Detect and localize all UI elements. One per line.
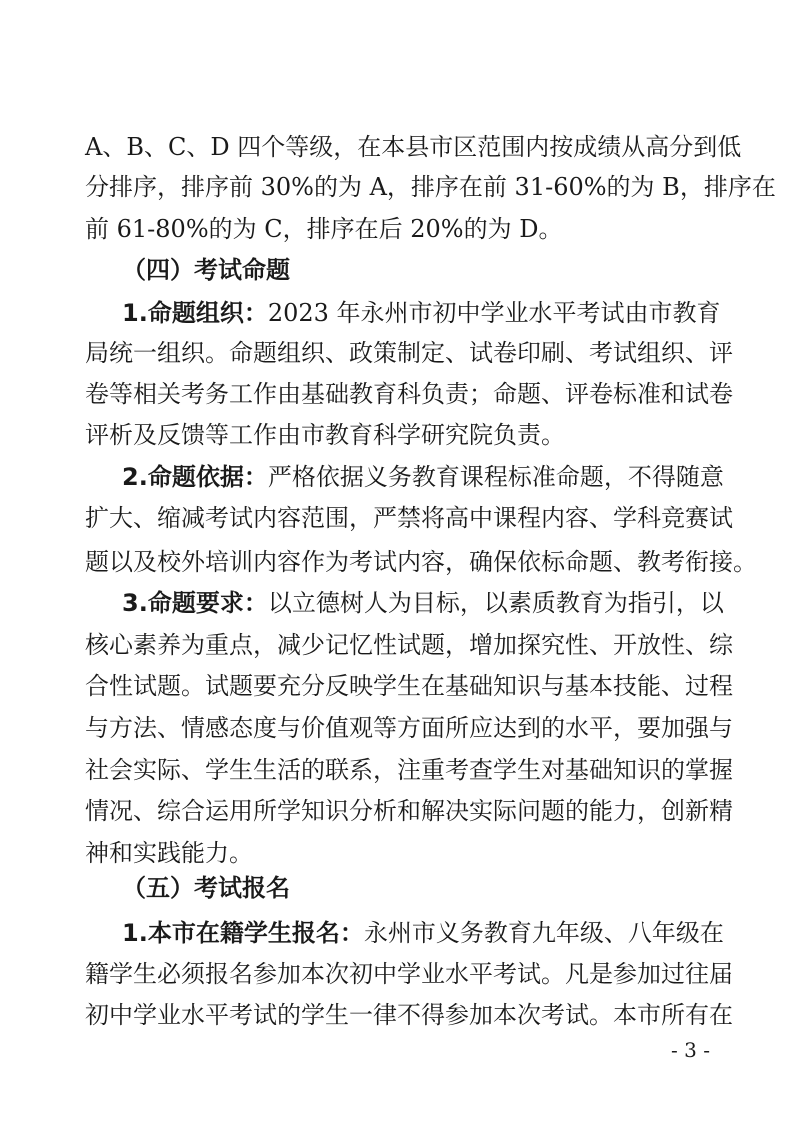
- line-text: 核心素养为重点，减少记忆性试题，增加探究性、开放性、综: [85, 631, 733, 659]
- section-heading: [122, 872, 705, 904]
- text-line: [85, 378, 733, 410]
- text-line: [85, 502, 733, 534]
- line-text: 卷等相关考务工作由基础教育科负责；命题、评卷标准和试卷: [85, 380, 733, 408]
- line-text: A、B、C、D 四个等级，在本县市区范围内按成绩从高分到低: [85, 133, 742, 161]
- section-heading: [122, 254, 705, 286]
- text-line: [85, 171, 776, 203]
- text-line: [85, 337, 733, 369]
- text-line: [85, 754, 733, 786]
- item-lead: 3.命题要求：: [122, 589, 268, 617]
- text-line: [85, 419, 705, 451]
- text-line: [85, 670, 733, 702]
- text-line: [122, 297, 721, 329]
- text-line: [85, 795, 733, 827]
- line-text: 籍学生必须报名参加本次初中学业水平考试。凡是参加过往届: [85, 960, 733, 988]
- line-text: 扩大、缩减考试内容范围，严禁将高中课程内容、学科竞赛试: [85, 504, 733, 532]
- line-text: 题以及校外培训内容作为考试内容，确保依标命题、教考衔接。: [85, 548, 757, 576]
- line-text: 情况、综合运用所学知识分析和解决实际问题的能力，创新精: [85, 797, 733, 825]
- text-line: [122, 461, 724, 493]
- line-text: 局统一组织。命题组织、政策制定、试卷印刷、考试组织、评: [85, 339, 733, 367]
- text-line: [85, 213, 705, 245]
- line-text: 神和实践能力。: [85, 839, 253, 867]
- line-text: 严格依据义务教育课程标准命题，不得随意: [267, 463, 724, 491]
- heading-text: （四）考试命题: [122, 256, 290, 284]
- page-number: - 3 -: [671, 1038, 710, 1062]
- line-text: 初中学业水平考试的学生一律不得参加本次考试。本市所有在: [85, 1001, 733, 1029]
- line-text: 2023 年永州市初中学业水平考试由市教育: [267, 299, 721, 327]
- item-lead: 1.命题组织：: [122, 299, 268, 327]
- item-lead: 1.本市在籍学生报名：: [122, 919, 364, 947]
- line-text: 评析及反馈等工作由市教育科学研究院负责。: [85, 421, 565, 449]
- heading-text: （五）考试报名: [122, 874, 290, 902]
- text-line: [85, 546, 757, 578]
- text-line: [85, 712, 733, 744]
- text-line: [85, 629, 733, 661]
- item-lead: 2.命题依据：: [122, 463, 268, 491]
- line-text: 社会实际、学生生活的联系，注重考查学生对基础知识的掌握: [85, 756, 733, 784]
- text-line: [85, 999, 733, 1031]
- line-text: 分排序，排序前 30%的为 A，排序在前 31-60%的为 B，排序在: [85, 173, 776, 201]
- text-line: [85, 837, 705, 869]
- line-text: 以立德树人为目标，以素质教育为指引，以: [267, 589, 724, 617]
- line-text: 合性试题。试题要充分反映学生在基础知识与基本技能、过程: [85, 672, 733, 700]
- line-text: 永州市义务教育九年级、八年级在: [363, 919, 724, 947]
- text-line: [122, 587, 724, 619]
- text-line: [122, 917, 724, 949]
- text-line: [85, 131, 742, 163]
- text-line: [85, 958, 733, 990]
- line-text: 前 61-80%的为 C，排序在后 20%的为 D。: [85, 215, 563, 243]
- line-text: 与方法、情感态度与价值观等方面所应达到的水平，要加强与: [85, 714, 733, 742]
